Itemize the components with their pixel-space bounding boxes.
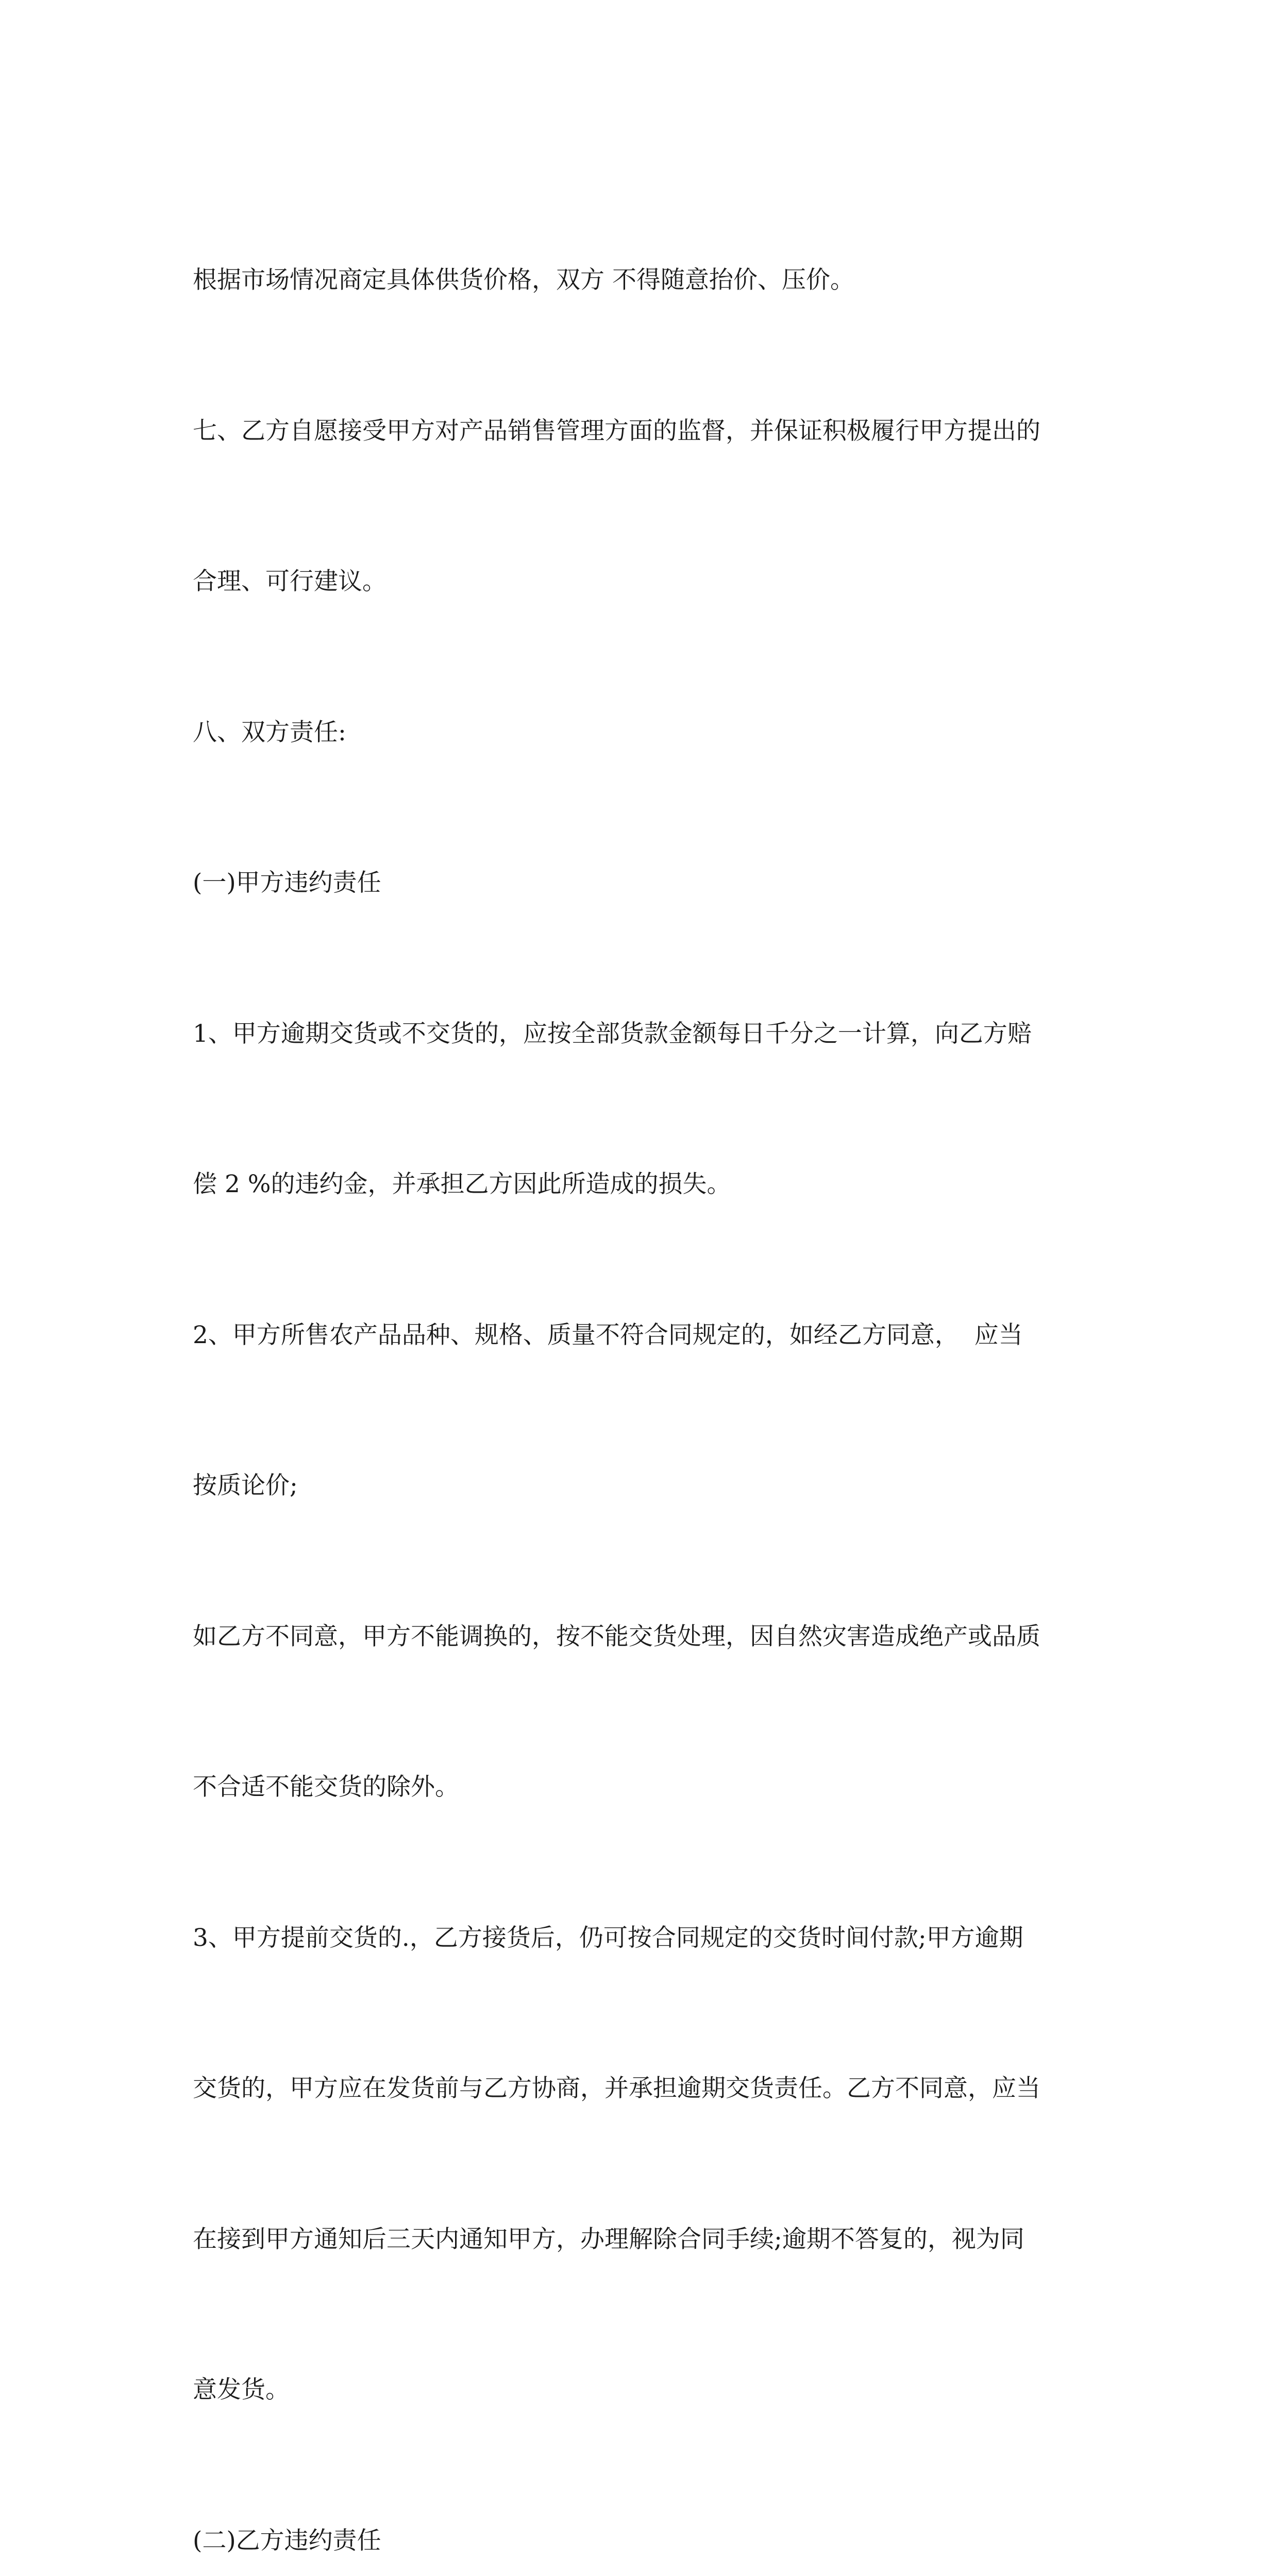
subsection-heading: (二)乙方违约责任 (193, 2526, 381, 2555)
text-line: 2、甲方所售农产品品种、规格、质量不符合同规定的，如经乙方同意， 应当 (193, 1320, 1023, 1349)
text-line: 根据市场情况商定具体供货价格，双方 不得随意抬价、压价。 (193, 266, 854, 294)
contract-text (193, 155, 1095, 2576)
text-line: 偿 2 %的违约金，并承担乙方因此所造成的损失。 (193, 1170, 731, 1198)
text-line: 意发货。 (193, 2376, 290, 2404)
text-line: 交货的，甲方应在发货前与乙方协商，并承担逾期交货责任。乙方不同意，应当 (193, 2074, 1040, 2103)
subsection-heading: (一)甲方违约责任 (193, 869, 381, 897)
text-line: 1、甲方逾期交货或不交货的，应按全部货款金额每日千分之一计算，向乙方赔 (193, 1019, 1032, 1048)
text-line: 3、甲方提前交货的.，乙方接货后，仍可按合同规定的交货时间付款;甲方逾期 (193, 1923, 1023, 1952)
text-line: 如乙方不同意，甲方不能调换的，按不能交货处理，因自然灾害造成绝产或品质 (193, 1622, 1040, 1651)
text-line: 七、乙方自愿接受甲方对产品销售管理方面的监督，并保证积极履行甲方提出的 (193, 416, 1040, 445)
section-heading: 八、双方责任: (193, 718, 346, 747)
text-line: 合理、可行建议。 (193, 567, 386, 596)
text-line: 不合适不能交货的除外。 (193, 1773, 459, 1801)
text-line: 在接到甲方通知后三天内通知甲方，办理解除合同手续;逾期不答复的，视为同 (193, 2225, 1024, 2253)
text-line: 按质论价; (193, 1471, 298, 1500)
